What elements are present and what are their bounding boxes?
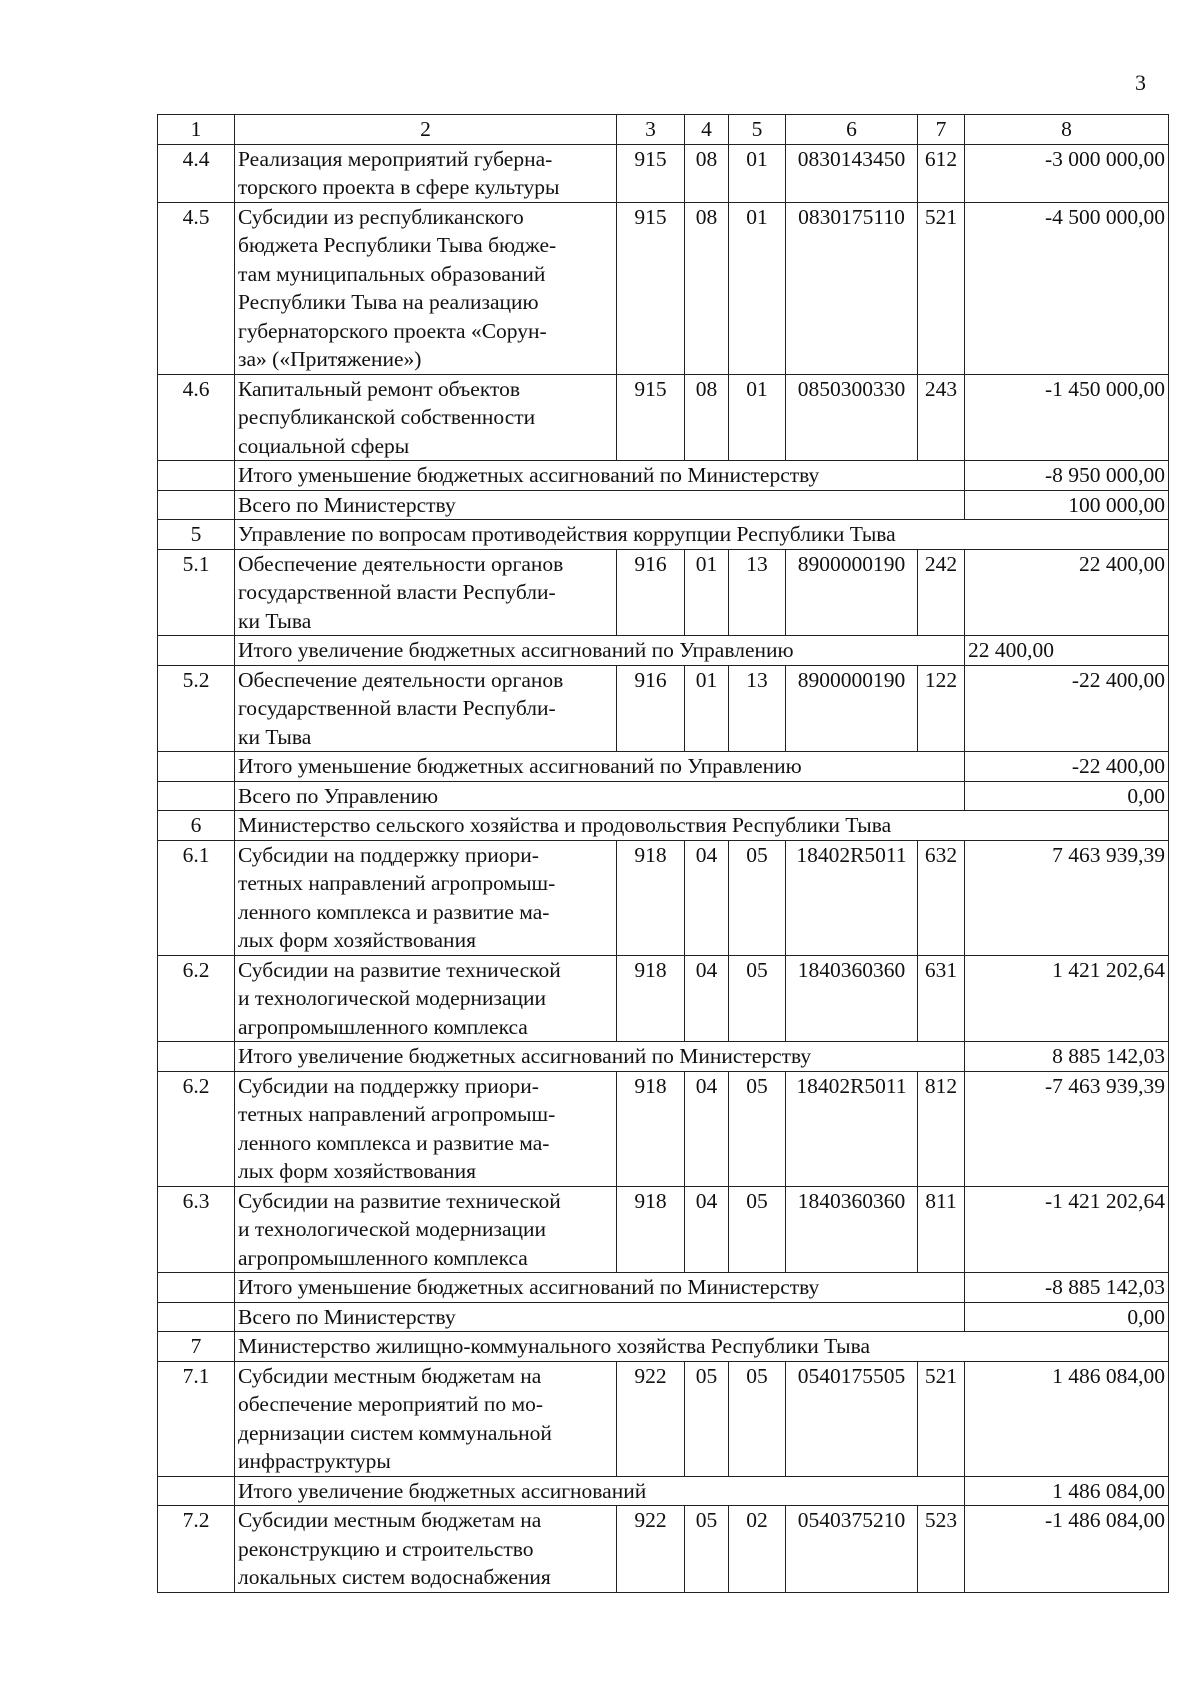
total-row — [158, 636, 1169, 666]
total-row — [158, 1042, 1169, 1072]
description-line: лых форм хозяйствования — [238, 1159, 476, 1183]
row-description — [235, 1361, 617, 1476]
row-amount: -1 486 084,00 — [965, 1506, 1169, 1593]
section-title: Управление по вопросам противодействия коррупции Республики Тыва — [235, 520, 1169, 550]
total-label: Итого увеличение бюджетных ассигнований по Министерству — [235, 1042, 965, 1072]
total-amount: 22 400,00 — [965, 636, 1169, 666]
header-cell: 5 — [729, 115, 786, 145]
total-amount: 8 885 142,03 — [965, 1042, 1169, 1072]
description-line: Капитальный ремонт объектов — [238, 376, 520, 401]
row-amount: 22 400,00 — [965, 549, 1169, 636]
total-amount: 100 000,00 — [965, 490, 1169, 520]
description-line: ки Тыва — [238, 608, 312, 633]
empty-number-cell — [158, 1302, 235, 1332]
description-line: тетных направлений агропромыш- — [238, 871, 556, 895]
section-title: Министерство сельского хозяйства и продовольствия Республики Тыва — [235, 811, 1169, 841]
empty-number-cell — [158, 636, 235, 666]
code-target-article: 0830143450 — [786, 144, 918, 202]
total-label: Итого увеличение бюджетных ассигнований — [235, 1476, 965, 1506]
total-amount: 0,00 — [965, 781, 1169, 811]
code-section: 05 — [685, 1361, 729, 1476]
code-expense-type: 812 — [918, 1071, 965, 1186]
empty-number-cell — [158, 781, 235, 811]
total-amount: -8 950 000,00 — [965, 461, 1169, 491]
total-row — [158, 752, 1169, 782]
row-description — [235, 840, 617, 955]
total-amount: -22 400,00 — [965, 752, 1169, 782]
code-department: 918 — [617, 1071, 685, 1186]
description-line: торского проекта в сфере культуры — [238, 175, 560, 199]
header-cell: 4 — [685, 115, 729, 145]
code-expense-type: 242 — [918, 549, 965, 636]
row-amount: 1 486 084,00 — [965, 1361, 1169, 1476]
total-label: Всего по Министерству — [235, 490, 965, 520]
description-line: инфраструктуры — [238, 1449, 391, 1473]
empty-number-cell — [158, 461, 235, 491]
total-row — [158, 1476, 1169, 1506]
header-cell: 8 — [965, 115, 1169, 145]
code-subsection: 01 — [729, 374, 786, 461]
total-label: Итого увеличение бюджетных ассигнований по Управлению — [235, 636, 965, 666]
code-subsection: 05 — [729, 955, 786, 1042]
row-description — [235, 955, 617, 1042]
row-description — [235, 1071, 617, 1186]
row-number: 6.1 — [158, 840, 235, 955]
section-number: 7 — [158, 1332, 235, 1362]
description-line: локальных систем водоснабжения — [238, 1565, 551, 1589]
row-number: 6.2 — [158, 955, 235, 1042]
row-description — [235, 1506, 617, 1593]
row-description — [235, 144, 617, 202]
section-number: 6 — [158, 811, 235, 841]
code-target-article: 0540175505 — [786, 1361, 918, 1476]
code-subsection: 02 — [729, 1506, 786, 1593]
code-target-article: 8900000190 — [786, 665, 918, 752]
code-target-article: 8900000190 — [786, 549, 918, 636]
header-cell: 7 — [918, 115, 965, 145]
code-expense-type: 523 — [918, 1506, 965, 1593]
description-line: Субсидии из республиканского — [238, 204, 524, 229]
code-section: 05 — [685, 1506, 729, 1593]
description-line: лых форм хозяйствования — [238, 928, 476, 952]
section-row — [158, 1332, 1169, 1362]
code-target-article: 1840360360 — [786, 955, 918, 1042]
row-amount: -22 400,00 — [965, 665, 1169, 752]
empty-number-cell — [158, 490, 235, 520]
row-description — [235, 1186, 617, 1273]
row-number: 6.2 — [158, 1071, 235, 1186]
code-department: 916 — [617, 665, 685, 752]
row-number: 5.1 — [158, 549, 235, 636]
description-line: социальной сферы — [238, 433, 410, 458]
code-target-article: 0850300330 — [786, 374, 918, 461]
description-line: дернизации систем коммунальной — [238, 1420, 552, 1445]
code-section: 01 — [685, 665, 729, 752]
code-subsection: 05 — [729, 1186, 786, 1273]
empty-number-cell — [158, 1273, 235, 1303]
total-amount: 1 486 084,00 — [965, 1476, 1169, 1506]
description-line: там муниципальных образований — [238, 261, 546, 286]
total-amount: -8 885 142,03 — [965, 1273, 1169, 1303]
code-section: 04 — [685, 1186, 729, 1273]
code-section: 01 — [685, 549, 729, 636]
total-row — [158, 1302, 1169, 1332]
code-section: 04 — [685, 955, 729, 1042]
row-description — [235, 549, 617, 636]
total-label: Всего по Министерству — [235, 1302, 965, 1332]
section-row — [158, 811, 1169, 841]
total-amount: 0,00 — [965, 1302, 1169, 1332]
description-line: и технологической модернизации — [238, 1217, 547, 1241]
description-line: губернаторского проекта «Сорун- — [238, 318, 547, 343]
header-row — [158, 115, 1169, 145]
description-line: тетных направлений агропромыш- — [238, 1102, 556, 1126]
code-department: 922 — [617, 1506, 685, 1593]
description-line: ленного комплекса и развитие ма- — [238, 1130, 550, 1155]
row-description — [235, 374, 617, 461]
item-row — [158, 840, 1169, 955]
code-section: 04 — [685, 1071, 729, 1186]
code-expense-type: 811 — [918, 1186, 965, 1273]
total-label: Итого уменьшение бюджетных ассигнований по Министерству — [235, 461, 965, 491]
description-line: государственной власти Республи- — [238, 580, 556, 604]
total-label: Итого уменьшение бюджетных ассигнований по Министерству — [235, 1273, 965, 1303]
item-row — [158, 202, 1169, 374]
description-line: агропромышленного комплекса — [238, 1245, 528, 1270]
total-row — [158, 781, 1169, 811]
code-section: 04 — [685, 840, 729, 955]
code-department: 915 — [617, 144, 685, 202]
total-label: Итого уменьшение бюджетных ассигнований по Управлению — [235, 752, 965, 782]
item-row — [158, 955, 1169, 1042]
row-amount: -7 463 939,39 — [965, 1071, 1169, 1186]
code-target-article: 0830175110 — [786, 202, 918, 374]
row-number: 7.1 — [158, 1361, 235, 1476]
item-row — [158, 374, 1169, 461]
description-line: реконструкцию и строительство — [238, 1536, 534, 1561]
code-subsection: 05 — [729, 840, 786, 955]
description-line: Субсидии на поддержку приори- — [238, 1073, 539, 1098]
code-expense-type: 631 — [918, 955, 965, 1042]
code-subsection: 01 — [729, 202, 786, 374]
section-title: Министерство жилищно-коммунального хозяйства Республики Тыва — [235, 1332, 1169, 1362]
row-number: 4.4 — [158, 144, 235, 202]
code-target-article: 0540375210 — [786, 1506, 918, 1593]
item-row — [158, 1506, 1169, 1593]
row-amount: -1 450 000,00 — [965, 374, 1169, 461]
code-subsection: 13 — [729, 549, 786, 636]
item-row — [158, 1186, 1169, 1273]
code-subsection: 13 — [729, 665, 786, 752]
row-amount: -4 500 000,00 — [965, 202, 1169, 374]
header-cell: 2 — [235, 115, 617, 145]
code-expense-type: 521 — [918, 202, 965, 374]
section-row — [158, 520, 1169, 550]
description-line: Субсидии на развитие технической — [238, 957, 561, 982]
code-target-article: 18402R5011 — [786, 840, 918, 955]
code-section: 08 — [685, 144, 729, 202]
description-line: Субсидии на поддержку приори- — [238, 842, 539, 867]
description-line: республиканской собственности — [238, 405, 536, 429]
code-department: 915 — [617, 202, 685, 374]
total-row — [158, 1273, 1169, 1303]
description-line: Субсидии местным бюджетам на — [238, 1363, 542, 1388]
empty-number-cell — [158, 752, 235, 782]
row-description — [235, 202, 617, 374]
description-line: ленного комплекса и развитие ма- — [238, 899, 550, 924]
page-number: 3 — [1135, 70, 1146, 95]
description-line: обеспечение мероприятий по мо- — [238, 1392, 544, 1416]
row-amount: -3 000 000,00 — [965, 144, 1169, 202]
row-number: 4.6 — [158, 374, 235, 461]
budget-table — [157, 114, 1169, 1593]
item-row — [158, 1071, 1169, 1186]
empty-number-cell — [158, 1042, 235, 1072]
code-target-article: 1840360360 — [786, 1186, 918, 1273]
description-line: Реализация мероприятий губерна- — [238, 146, 553, 171]
code-subsection: 05 — [729, 1361, 786, 1476]
description-line: бюджета Республики Тыва бюдже- — [238, 233, 557, 257]
description-line: ки Тыва — [238, 724, 312, 749]
row-amount: 7 463 939,39 — [965, 840, 1169, 955]
header-cell: 1 — [158, 115, 235, 145]
description-line: государственной власти Республи- — [238, 696, 556, 720]
code-department: 918 — [617, 1186, 685, 1273]
description-line: агропромышленного комплекса — [238, 1014, 528, 1039]
description-line: Обеспечение деятельности органов — [238, 667, 564, 692]
code-department: 918 — [617, 955, 685, 1042]
description-line: за» («Притяжение») — [238, 347, 422, 371]
code-expense-type: 122 — [918, 665, 965, 752]
row-number: 6.3 — [158, 1186, 235, 1273]
code-expense-type: 243 — [918, 374, 965, 461]
code-department: 922 — [617, 1361, 685, 1476]
code-expense-type: 521 — [918, 1361, 965, 1476]
section-number: 5 — [158, 520, 235, 550]
code-expense-type: 632 — [918, 840, 965, 955]
code-department: 918 — [617, 840, 685, 955]
description-line: Субсидии на развитие технической — [238, 1188, 561, 1213]
item-row — [158, 665, 1169, 752]
description-line: и технологической модернизации — [238, 986, 547, 1010]
total-row — [158, 461, 1169, 491]
code-target-article: 18402R5011 — [786, 1071, 918, 1186]
header-cell: 3 — [617, 115, 685, 145]
code-department: 916 — [617, 549, 685, 636]
row-number: 5.2 — [158, 665, 235, 752]
row-description — [235, 665, 617, 752]
code-section: 08 — [685, 374, 729, 461]
code-department: 915 — [617, 374, 685, 461]
header-cell: 6 — [786, 115, 918, 145]
row-amount: 1 421 202,64 — [965, 955, 1169, 1042]
empty-number-cell — [158, 1476, 235, 1506]
description-line: Республики Тыва на реализацию — [238, 290, 539, 314]
item-row — [158, 1361, 1169, 1476]
row-number: 7.2 — [158, 1506, 235, 1593]
row-amount: -1 421 202,64 — [965, 1186, 1169, 1273]
description-line: Обеспечение деятельности органов — [238, 551, 564, 576]
code-expense-type: 612 — [918, 144, 965, 202]
code-section: 08 — [685, 202, 729, 374]
total-label: Всего по Управлению — [235, 781, 965, 811]
description-line: Субсидии местным бюджетам на — [238, 1508, 542, 1532]
code-subsection: 01 — [729, 144, 786, 202]
item-row — [158, 144, 1169, 202]
row-number: 4.5 — [158, 202, 235, 374]
code-subsection: 05 — [729, 1071, 786, 1186]
total-row — [158, 490, 1169, 520]
item-row — [158, 549, 1169, 636]
